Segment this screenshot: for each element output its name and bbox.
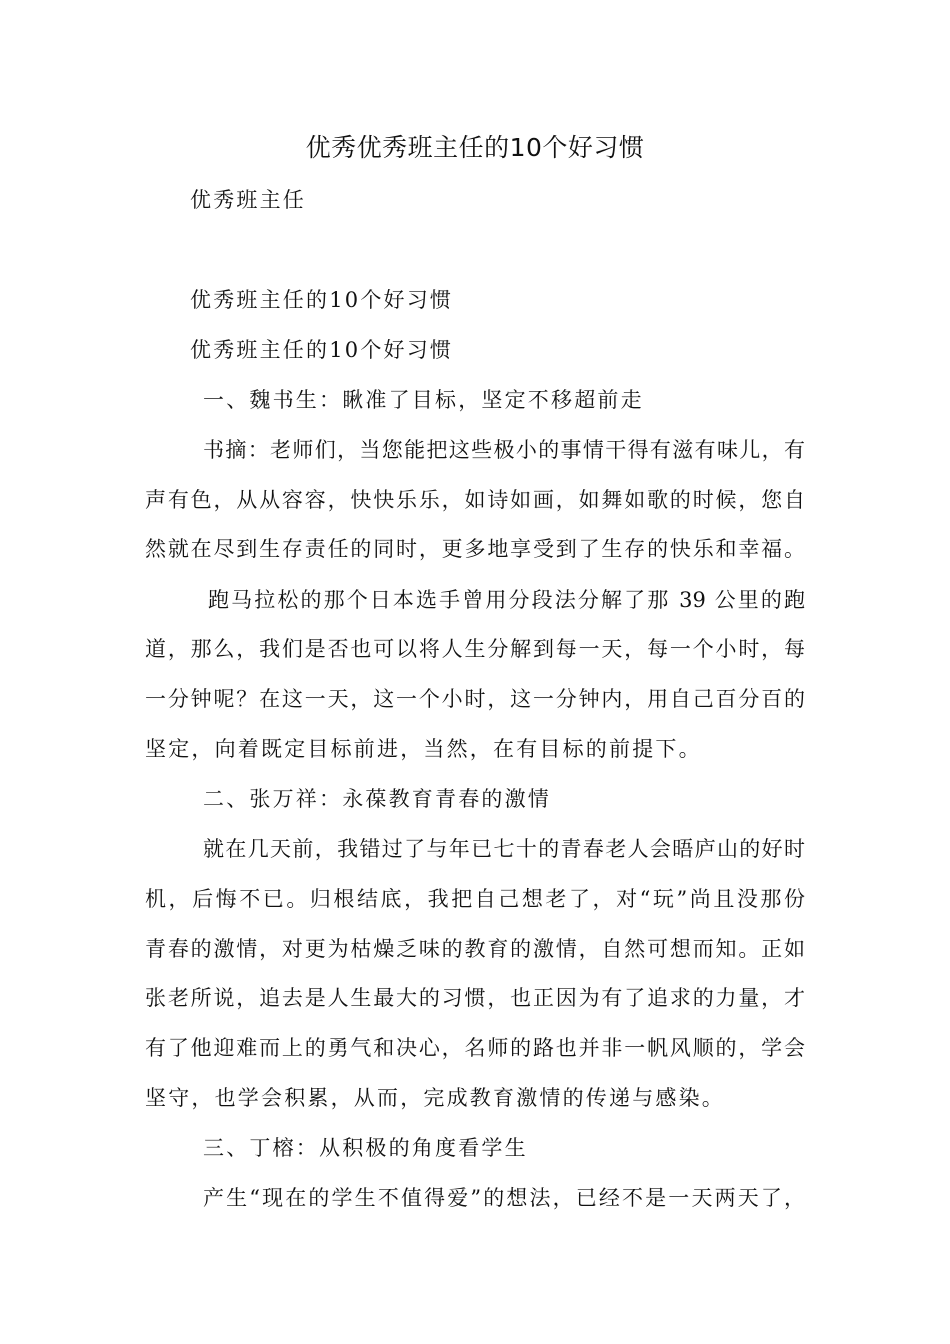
subtitle-2: 优秀班主任的10个好习惯 (190, 338, 454, 362)
paragraph-line: 张老所说，追去是人生最大的习惯，也正因为有了追求的力量，才 (145, 986, 805, 1010)
paragraph-line: 一分钟呢？在这一天，这一个小时，这一分钟内，用自己百分百的 (145, 687, 805, 711)
section-heading-1: 一、魏书生：瞅准了目标，坚定不移超前走 (203, 388, 644, 412)
category-label: 优秀班主任 (190, 188, 306, 212)
paragraph-line: 道，那么，我们是否也可以将人生分解到每一天，每一个小时，每 (145, 637, 805, 661)
paragraph-line: 有了他迎难而上的勇气和决心，名师的路也并非一帆风顺的，学会 (145, 1036, 805, 1060)
paragraph-line: 跑马拉松的那个日本选手曾用分段法分解了那 39 公里的跑 (208, 588, 805, 612)
paragraph-line: 书摘：老师们，当您能把这些极小的事情干得有滋有味儿，有 (203, 438, 805, 462)
paragraph-line: 坚定，向着既定目标前进，当然，在有目标的前提下。 (145, 737, 702, 761)
paragraph-line: 产生“现在的学生不值得爱”的想法，已经不是一天两天了， (203, 1186, 805, 1210)
document-title: 优秀优秀班主任的10个好习惯 (305, 133, 645, 162)
subtitle-1: 优秀班主任的10个好习惯 (190, 288, 454, 312)
section-heading-3: 三、丁榕：从积极的角度看学生 (203, 1136, 528, 1160)
paragraph-line: 声有色，从从容容，快快乐乐，如诗如画，如舞如歌的时候，您自 (145, 488, 805, 512)
paragraph-line: 青春的激情，对更为枯燥乏味的教育的激情，自然可想而知。正如 (145, 937, 805, 961)
section-heading-2: 二、张万祥：永葆教育青春的激情 (203, 787, 551, 811)
paragraph-line: 就在几天前，我错过了与年已七十的青春老人会晤庐山的好时 (203, 837, 805, 861)
paragraph-line: 机，后悔不已。归根结底，我把自己想老了，对“玩”尚且没那份 (145, 887, 805, 911)
paragraph-line: 坚守，也学会积累，从而，完成教育激情的传递与感染。 (145, 1086, 725, 1110)
paragraph-line: 然就在尽到生存责任的同时，更多地享受到了生存的快乐和幸福。 (145, 537, 805, 561)
